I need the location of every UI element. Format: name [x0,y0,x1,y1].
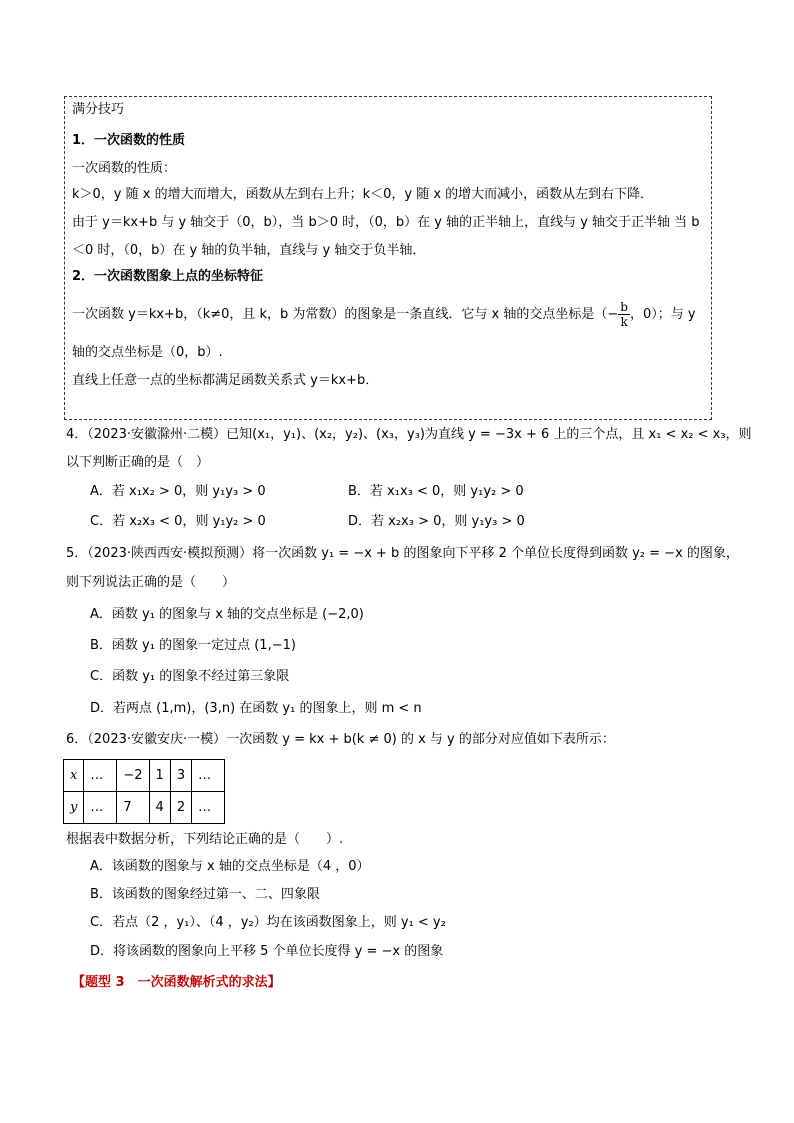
table-cell: 3 [170,760,191,792]
section-heading-type-3: 【题型 3 一次函数解析式的求法】 [72,975,281,990]
q4-stem-line-2: 以下判断正确的是（ ） [66,455,210,470]
table-cell: 4 [149,792,170,824]
properties-intercept-text-1: 由于 y＝kx+b 与 y 轴交于（0，b），当 b＞0 时，（0，b）在 y 轴的正半轴上，直线与 y 轴交于正半轴 当 b [72,215,700,230]
q6-option-b[interactable]: B．该函数的图象经过第一、二、四象限 [90,887,320,902]
coordinates-line-1 [72,300,696,330]
q5-option-c[interactable]: C．函数 y₁ 的图象不经过第三象限 [90,669,290,684]
q4-option-b[interactable]: B．若 x₁x₃ < 0，则 y₁y₂ > 0 [348,484,524,499]
coordinates-line-3: 直线上任意一点的坐标都满足函数关系式 y＝kx+b． [72,373,379,388]
q4-option-c[interactable]: C．若 x₂x₃ < 0，则 y₁y₂ > 0 [90,514,266,529]
table-cell: −2 [117,760,149,792]
section-heading-properties: 1．一次函数的性质 [72,133,186,148]
table-row [64,760,225,792]
table-cell: x [64,760,84,792]
table-cell: 1 [149,760,170,792]
q5-option-a[interactable]: A．函数 y₁ 的图象与 x 轴的交点坐标是 (−2,0) [90,607,364,622]
table-cell: … [84,760,117,792]
x-intercept-fraction [618,300,630,329]
properties-intro: 一次函数的性质： [72,161,177,176]
q4-option-d[interactable]: D．若 x₂x₃ > 0，则 y₁y₃ > 0 [348,514,525,529]
q5-stem-line-1: 5．（2023·陕西西安·模拟预测）将一次函数 y₁ = −x + b 的图象向下平移 2 个单位长度得到函数 y₂ = −x 的图象， [66,546,739,561]
coordinates-line-2: 轴的交点坐标是（0，b）. [72,345,223,360]
coordinates-line-1-pre: 一次函数 y＝kx+b，（k≠0，且 k，b 为常数）的图象是一条直线．它与 x 轴的交点坐标是（− [72,307,619,322]
fraction-numerator: b [620,300,628,314]
q6-option-a[interactable]: A．该函数的图象与 x 轴的交点坐标是（4 ，0） [90,859,370,874]
q5-option-b[interactable]: B．函数 y₁ 的图象一定过点 (1,−1) [90,638,296,653]
coordinates-line-1-post: ，0）；与 y [629,307,696,322]
fraction-denominator: k [620,315,628,329]
section-heading-coordinates: 2．一次函数图象上点的坐标特征 [72,269,264,284]
table-cell: … [192,760,225,792]
properties-slope-text: k＞0，y 随 x 的增大而增大，函数从左到右上升；k＜0，y 随 x 的增大而减小，函数从左到右下降． [72,187,654,202]
q6-stem: 6．（2023·安徽安庆·一模）一次函数 y = kx + b(k ≠ 0) 的 x 与 y 的部分对应值如下表所示： [66,732,615,747]
q6-value-table [63,759,225,824]
tip-box-title: 满分技巧 [72,102,125,117]
q5-option-d[interactable]: D．若两点 (1,m)，(3,n) 在函数 y₁ 的图象上，则 m < n [90,701,422,716]
q4-option-a[interactable]: A．若 x₁x₂ > 0，则 y₁y₃ > 0 [90,484,266,499]
table-cell: y [64,792,84,824]
table-cell: 2 [170,792,191,824]
properties-intercept-text-2: ＜0 时，（0，b）在 y 轴的负半轴，直线与 y 轴交于负半轴． [72,243,426,258]
q6-option-c[interactable]: C．若点（2 ，y₁）、（4 ，y₂）均在该函数图象上，则 y₁ < y₂ [90,915,446,930]
table-row [64,792,225,824]
q6-after-table: 根据表中数据分析，下列结论正确的是（ ）. [66,832,344,847]
q6-option-d[interactable]: D．将该函数的图象向上平移 5 个单位长度得 y = −x 的图象 [90,944,444,959]
q4-stem-line-1: 4．（2023·安徽滁州·二模）已知(x₁，y₁)、(x₂，y₂)、(x₃，y₃)为直线 y = −3x + 6 上的三个点，且 x₁ < x₂ < x₃，则 [66,427,752,442]
table-cell: … [84,792,117,824]
table-cell: 7 [117,792,149,824]
table-cell: … [192,792,225,824]
q5-stem-line-2: 则下列说法正确的是（ ） [66,575,236,590]
